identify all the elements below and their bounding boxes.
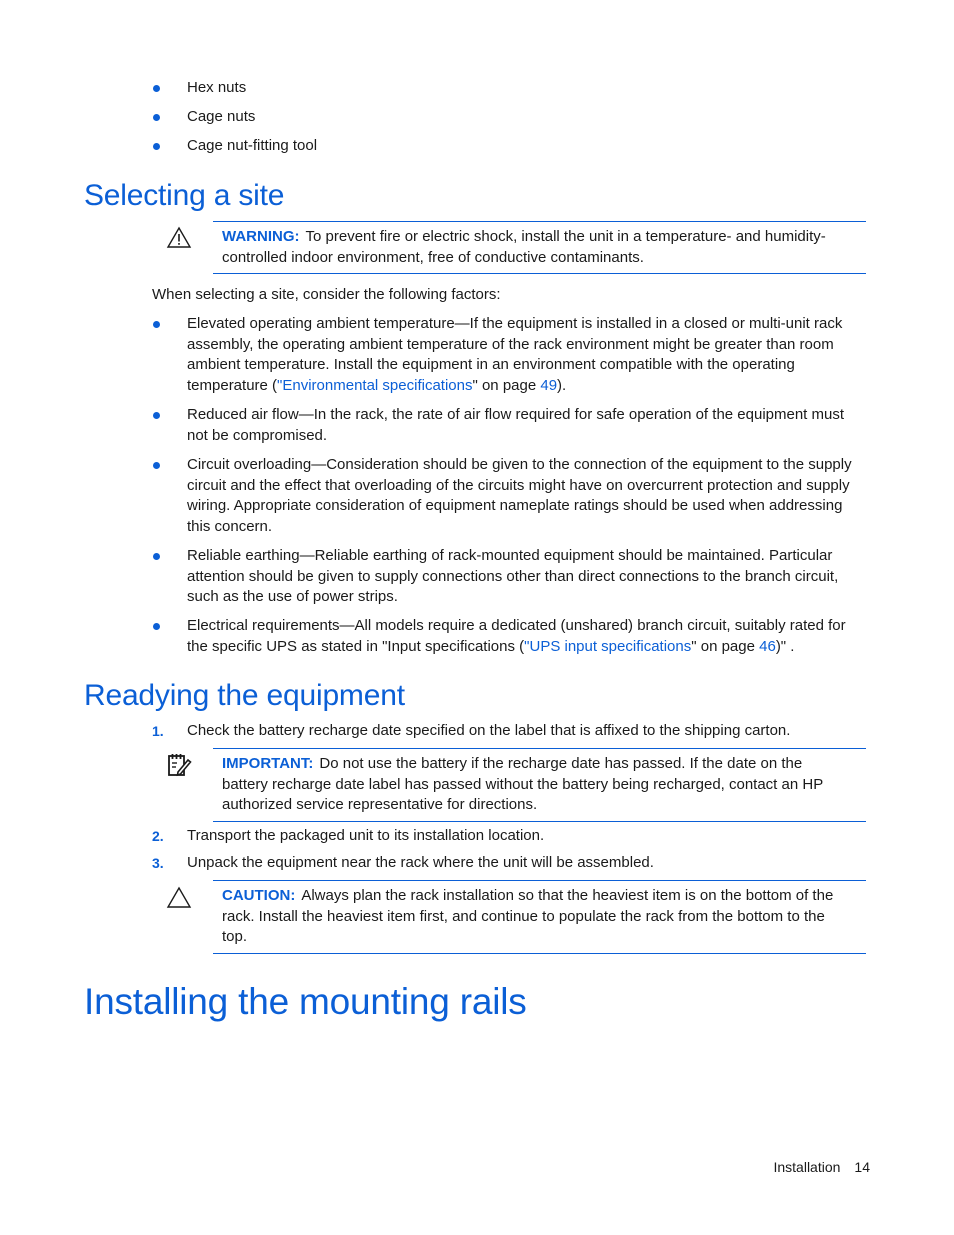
list-item: 3. Unpack the equipment near the rack where the unit will be assembled. [152,853,868,874]
warning-text: To prevent fire or electric shock, install the unit in a temperature- and humidity-controlled indoor environment, free of conductive contaminants. [222,228,826,266]
bullet-icon [153,412,160,419]
page-46-link[interactable]: 46 [759,638,776,656]
bullet-icon [153,623,160,630]
list-item: 1. Check the battery recharge date specified on the label that is affixed to the shipping carton. [152,721,868,742]
bullet-icon [153,553,160,560]
bullet-icon [153,143,160,150]
readying-steps-2-3 [152,826,868,874]
step-number: 3. [152,855,164,872]
ups-input-specifications-link[interactable]: "UPS input specifications [524,638,692,656]
footer-section: Installation [773,1159,841,1175]
caution-text: Always plan the rack installation so that the heaviest item is on the bottom of the rack. Install the heaviest item first, and continue to populate the rack from the bottom to the top. [222,887,834,946]
important-notepad-icon [166,752,192,778]
bullet-icon [153,85,160,92]
warning-note [213,221,866,274]
list-item: Reliable earthing—Reliable earthing of rack-mounted equipment should be maintained. Particular attention should be given to supply connections other than direct connections to the branch circuit, such as the use of power strips. [152,546,868,608]
important-label: IMPORTANT: [222,755,314,772]
footer-page-number: 14 [854,1159,870,1175]
section-heading-selecting-a-site: Selecting a site [84,179,285,212]
page-footer [773,1158,870,1176]
list-item: Circuit overloading—Consideration should be given to the connection of the equipment to the supply circuit and the effect that overloading of the circuits might have on overcurrent protection and supply wiring. Appropriate consideration of equipment nameplate ratings should be used when addressing this concern. [152,455,868,538]
step-number: 2. [152,828,164,844]
bullet-icon [153,462,160,469]
section-heading-installing-the-mounting-rails: Installing the mounting rails [84,981,527,1022]
step-number: 1. [152,723,164,739]
important-text: Do not use the battery if the recharge date has passed. If the date on the battery recharge date label has passed without the battery being recharged, contact an HP authorized service representative for directions. [222,755,823,814]
list-item: Electrical requirements—All models require a dedicated (unshared) branch circuit, suitably rated for the specific UPS as stated in "Input specifications ("UPS input specifications" on page 46)" . [152,616,868,657]
list-item: Elevated operating ambient temperature—If the equipment is installed in a closed or multi-unit rack assembly, the operating ambient temperature of the rack environment might be greater than room ambient temperature. Install the equipment in an environment compatible with the operating temperature ("Environmental specifications" on page 49). [152,314,868,397]
list-item: Reduced air flow—In the rack, the rate of air flow required for safe operation of the equipment must not be compromised. [152,405,868,446]
caution-note [213,880,866,954]
list-item: 2. Transport the packaged unit to its installation location. [152,826,868,847]
bullet-icon [153,114,160,121]
parts-list [152,78,868,157]
environmental-specifications-link[interactable]: "Environmental specifications [277,377,473,395]
list-item: Hex nuts [152,78,868,99]
caution-triangle-icon [166,885,192,911]
important-note [213,748,866,822]
site-factors-list [152,314,868,658]
caution-label: CAUTION: [222,887,296,904]
warning-triangle-icon [166,225,192,251]
warning-label: WARNING: [222,228,300,245]
readying-step-1 [152,721,868,742]
page-49-link[interactable]: 49 [540,377,558,395]
bullet-icon [153,321,160,328]
site-intro: When selecting a site, consider the following factors: [152,286,501,303]
list-item: Cage nut-fitting tool [152,136,868,157]
section-heading-readying-the-equipment: Readying the equipment [84,679,405,712]
list-item: Cage nuts [152,107,868,128]
